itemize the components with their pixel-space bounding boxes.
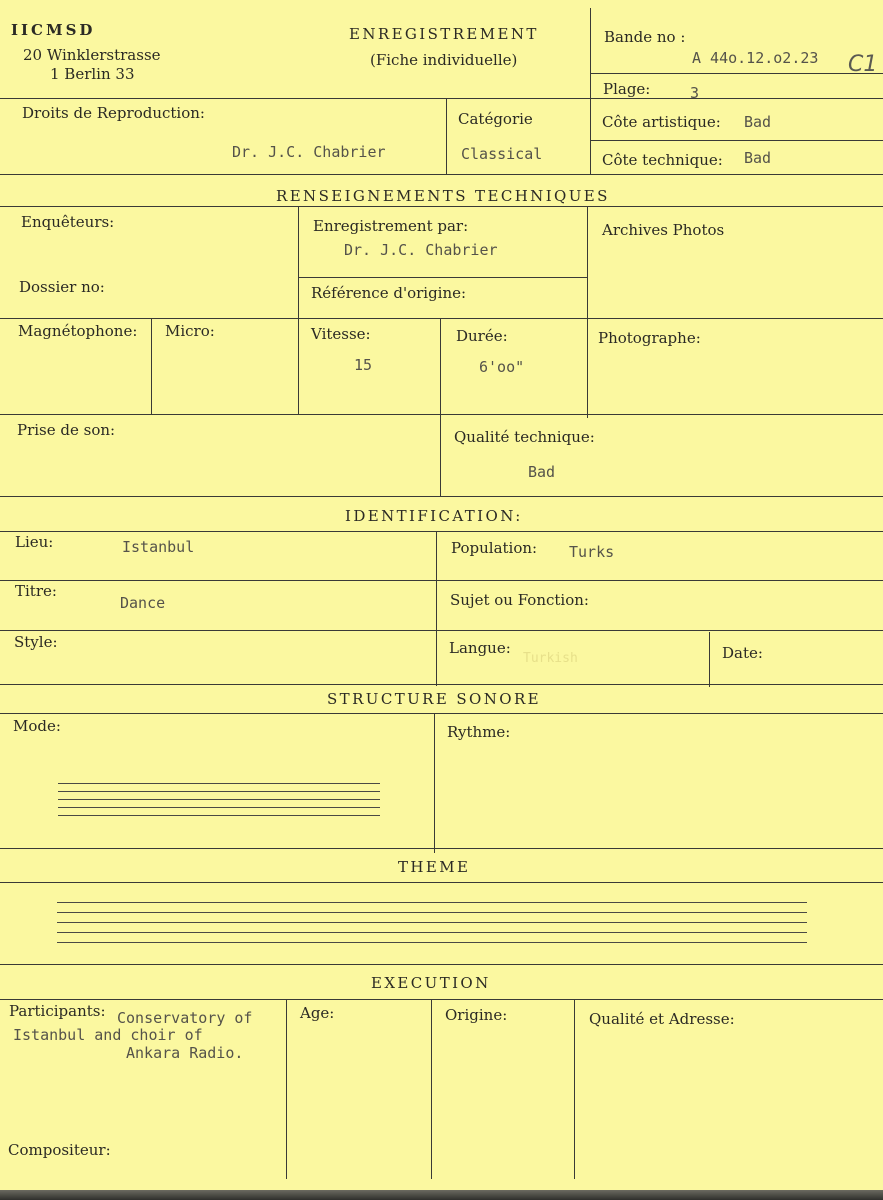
dossier-label: Dossier no: bbox=[19, 278, 105, 296]
divider bbox=[286, 999, 287, 1179]
qualite-technique-label: Qualité technique: bbox=[454, 428, 595, 446]
vitesse-label: Vitesse: bbox=[311, 325, 371, 343]
org-logo: IICMSD bbox=[11, 21, 96, 39]
cote-technique-value: Bad bbox=[744, 149, 772, 167]
bande-label: Bande no : bbox=[604, 28, 686, 46]
plage-label: Plage: bbox=[603, 80, 651, 98]
staff-line bbox=[57, 942, 807, 943]
age-label: Age: bbox=[300, 1004, 335, 1022]
structure-heading: STRUCTURE SONORE bbox=[327, 690, 541, 708]
divider bbox=[0, 882, 883, 883]
bande-value: A 44o.12.o2.23 bbox=[692, 49, 819, 67]
divider bbox=[590, 73, 883, 74]
divider bbox=[0, 98, 883, 99]
divider bbox=[436, 531, 437, 686]
divider bbox=[0, 206, 883, 207]
staff-line bbox=[57, 932, 807, 933]
divider bbox=[587, 206, 588, 418]
divider bbox=[446, 98, 447, 174]
divider bbox=[0, 174, 883, 175]
divider bbox=[590, 140, 883, 141]
duree-value: 6'oo" bbox=[479, 358, 525, 376]
divider bbox=[440, 318, 441, 496]
divider bbox=[709, 632, 710, 687]
cote-technique-label: Côte technique: bbox=[602, 151, 723, 169]
enregistrement-par-label: Enregistrement par: bbox=[313, 217, 469, 235]
technique-heading: RENSEIGNEMENTS TECHNIQUES bbox=[276, 187, 610, 205]
plage-value: 3 bbox=[690, 84, 700, 102]
divider bbox=[0, 964, 883, 965]
duree-label: Durée: bbox=[456, 327, 508, 345]
cote-artistique-value: Bad bbox=[744, 113, 772, 131]
divider bbox=[0, 318, 883, 319]
execution-heading: EXECUTION bbox=[371, 974, 491, 992]
origine-label: Origine: bbox=[445, 1006, 508, 1024]
staff-line bbox=[57, 922, 807, 923]
qualite-technique-value: Bad bbox=[528, 463, 556, 481]
photographe-label: Photographe: bbox=[598, 329, 701, 347]
divider bbox=[590, 98, 591, 174]
qualite-adresse-label: Qualité et Adresse: bbox=[589, 1010, 735, 1028]
droits-label: Droits de Reproduction: bbox=[22, 104, 205, 122]
participants-label: Participants: bbox=[9, 1002, 106, 1020]
categorie-label: Catégorie bbox=[458, 110, 533, 128]
prise-label: Prise de son: bbox=[17, 421, 116, 439]
sujet-label: Sujet ou Fonction: bbox=[450, 591, 589, 609]
participants-line-2: Istanbul and choir of bbox=[13, 1026, 203, 1044]
population-value: Turks bbox=[569, 543, 615, 561]
staff-line bbox=[58, 783, 380, 784]
staff-line bbox=[58, 799, 380, 800]
divider bbox=[574, 999, 575, 1179]
divider bbox=[0, 713, 883, 714]
divider bbox=[0, 496, 883, 497]
theme-heading: THEME bbox=[398, 858, 471, 876]
form-title: ENREGISTREMENT bbox=[349, 25, 539, 43]
droits-value: Dr. J.C. Chabrier bbox=[232, 143, 386, 161]
divider bbox=[431, 999, 432, 1179]
divider bbox=[0, 580, 883, 581]
langue-label: Langue: bbox=[449, 639, 511, 657]
mode-label: Mode: bbox=[13, 717, 61, 735]
langue-value: Turkish bbox=[523, 651, 578, 666]
micro-label: Micro: bbox=[165, 322, 215, 340]
divider bbox=[151, 318, 152, 414]
categorie-value: Classical bbox=[461, 145, 543, 163]
titre-label: Titre: bbox=[15, 582, 57, 600]
divider bbox=[590, 8, 591, 98]
reference-label: Référence d'origine: bbox=[311, 284, 467, 302]
staff-line bbox=[57, 912, 807, 913]
lieu-label: Lieu: bbox=[15, 533, 54, 551]
divider bbox=[0, 848, 883, 849]
staff-line bbox=[58, 807, 380, 808]
date-label: Date: bbox=[722, 644, 763, 662]
divider bbox=[298, 277, 587, 278]
bande-mark: C1 bbox=[848, 52, 878, 77]
staff-line bbox=[57, 902, 807, 903]
vitesse-value: 15 bbox=[354, 356, 373, 374]
address-line-2: 1 Berlin 33 bbox=[50, 65, 135, 83]
magnetophone-label: Magnétophone: bbox=[18, 322, 138, 340]
rythme-label: Rythme: bbox=[447, 723, 511, 741]
style-label: Style: bbox=[14, 633, 58, 651]
cote-artistique-label: Côte artistique: bbox=[602, 113, 721, 131]
divider bbox=[298, 206, 299, 414]
titre-value: Dance bbox=[120, 594, 166, 612]
enqueteurs-label: Enquêteurs: bbox=[21, 213, 115, 231]
population-label: Population: bbox=[451, 539, 538, 557]
participants-line-3: Ankara Radio. bbox=[126, 1044, 244, 1062]
staff-line bbox=[58, 815, 380, 816]
identification-heading: IDENTIFICATION: bbox=[345, 507, 523, 525]
form-subtitle: (Fiche individuelle) bbox=[370, 51, 518, 69]
archives-label: Archives Photos bbox=[602, 221, 725, 239]
lieu-value: Istanbul bbox=[122, 538, 195, 556]
divider bbox=[0, 630, 883, 631]
divider bbox=[0, 999, 883, 1000]
divider bbox=[0, 414, 883, 415]
enregistrement-par-value: Dr. J.C. Chabrier bbox=[344, 241, 498, 259]
staff-line bbox=[58, 791, 380, 792]
address-line-1: 20 Winklerstrasse bbox=[23, 46, 161, 64]
participants-line-1: Conservatory of bbox=[117, 1009, 253, 1027]
compositeur-label: Compositeur: bbox=[8, 1141, 111, 1159]
divider bbox=[0, 531, 883, 532]
divider bbox=[0, 684, 883, 685]
divider bbox=[434, 713, 435, 853]
